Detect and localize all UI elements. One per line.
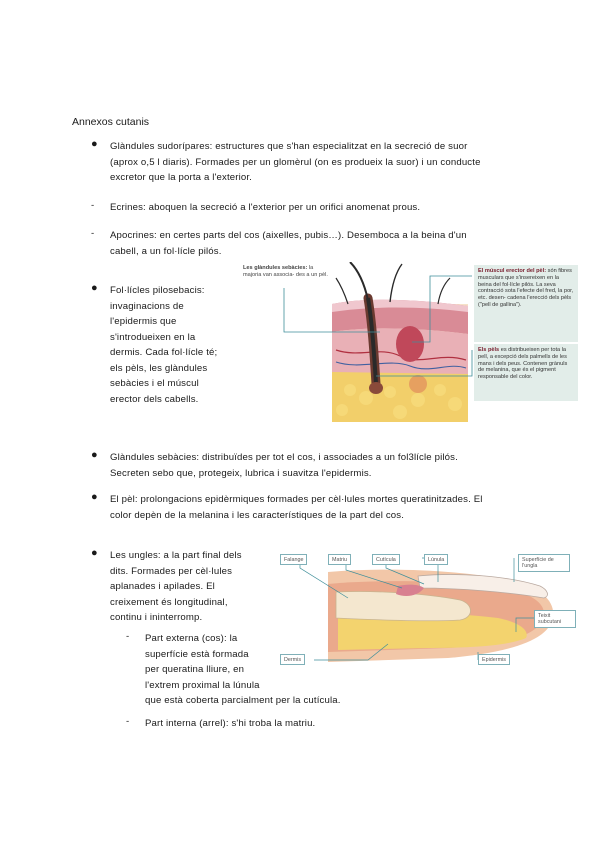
text-line: Fol·lícles pilosebacis: — [110, 285, 205, 296]
label-pels-body: es distribueixen per tota la pell, a excepció dels palmells de les mans i dels peus. Contenen grànuls de melanina, que és el pigment responsable del color. — [478, 347, 568, 381]
text-line: Apocrines: en certes parts del cos (aixelles, pubis…). Desemboca a la beina d'un — [110, 230, 467, 241]
pel-text — [110, 492, 580, 523]
text-line: sebàcies i el múscul — [110, 378, 199, 389]
bullet-icon: ● — [91, 449, 98, 461]
text-line: Glàndules sudorípares: estructures que s'han especialitzat en la secreció de suor — [110, 141, 468, 152]
text-line: per queratina lliure, en — [145, 664, 245, 675]
text-line: creixement és longitudinal, — [110, 596, 228, 608]
text-line: l'extrem proximal la lúnula — [145, 679, 260, 691]
pilosebacis-text — [110, 283, 240, 407]
label-dermis: Dermis — [280, 654, 305, 665]
bullet-icon: ● — [91, 547, 98, 559]
label-superficie: Superfície de l'ungla — [518, 554, 570, 572]
text-line: erector dels cabells. — [110, 393, 199, 405]
bullet-icon: ● — [91, 138, 98, 150]
apocrines-text — [110, 228, 580, 259]
text-line: cabell, a un fol·lícle pilós. — [110, 245, 222, 257]
ungles-text — [110, 548, 270, 626]
text-line: els pèls, les glàndules — [110, 362, 208, 374]
text-line: excretor que la porta a l'exterior. — [110, 172, 252, 183]
label-pels — [474, 344, 578, 401]
text-line: superfície està formada — [145, 648, 249, 660]
dash-icon: - — [126, 631, 130, 642]
label-falange: Falange — [280, 554, 307, 565]
sudoripares-text — [110, 139, 580, 186]
dash-icon: - — [91, 228, 95, 239]
skin-figure — [240, 262, 580, 422]
label-muscul-title: El múscul erector del pèl: — [478, 268, 547, 274]
bullet-icon: ● — [91, 282, 98, 294]
text-line: que està coberta parcialment per la cutícula. — [145, 695, 341, 706]
text-line: dermis. Cada fol·lícle té; — [110, 347, 218, 358]
text-line: l'epidermis que — [110, 316, 177, 327]
label-sebacies — [243, 265, 333, 279]
label-muscul — [474, 265, 578, 342]
bullet-icon: ● — [91, 491, 98, 503]
label-teixit: Teixit subcutani — [534, 610, 576, 628]
text-line: Ecrines: aboquen la secreció a l'exterior per un orifici anomenat prous. — [110, 202, 421, 213]
ecrines-text — [110, 200, 580, 216]
text-line: dits. Formades per cèl·lules — [110, 565, 233, 577]
label-pels-title: Els pèls — [478, 347, 500, 353]
text-line: Les ungles: a la part final dels — [110, 550, 242, 561]
sebacies-text — [110, 450, 580, 481]
text-line: El pèl: prolongacions epidèrmiques formades per cèl·lules mortes queratinitzades. El — [110, 494, 483, 505]
nail-figure — [278, 548, 580, 672]
text-line: (aprox o,5 l diaris). Formades per un glomèrul (on es produeix la suor) i un conducte — [110, 156, 481, 168]
label-epidermis: Epidermis — [478, 654, 510, 665]
text-line: aplanades i apilades. El — [110, 581, 215, 592]
text-line: Glàndules sebàcies: distribuïdes per tot el cos, i associades a un fol3lícle pilós. — [110, 452, 458, 463]
text-line: Part interna (arrel): s'hi troba la matriu. — [145, 718, 316, 729]
text-line: Part externa (cos): la — [145, 633, 238, 644]
text-line: color depèn de la melanina i les característiques de la part del cos. — [110, 509, 405, 521]
label-sebacies-body: la majoria van associa- des a un pèl. — [243, 265, 328, 278]
text-line: s'introdueixen en la — [110, 331, 196, 343]
label-lunula: Lúnula — [424, 554, 448, 565]
text-line: continu i ininterromp. — [110, 612, 203, 623]
label-muscul-body: són fibres musculars que s'insereixen en la beina del fol·lícle pilós. La seva contracció sota l'efecte del fred, la por, etc. desen- cadena l'erecció dels pèls ("pell de gallina"). — [478, 268, 574, 308]
page-title: Annexos cutanis — [72, 116, 150, 128]
text-line: invaginacions de — [110, 300, 184, 312]
label-matriu: Matriu — [328, 554, 351, 565]
text-line: Secreten sebo que, protegeix, lubrica i suavitza l'epidermis. — [110, 467, 372, 479]
dash-icon: - — [91, 200, 95, 211]
part-interna-text — [145, 716, 445, 732]
label-sebacies-title: Les glàndules sebàcies: — [243, 265, 308, 271]
dash-icon: - — [126, 716, 130, 727]
label-cuticula: Cutícula — [372, 554, 400, 565]
